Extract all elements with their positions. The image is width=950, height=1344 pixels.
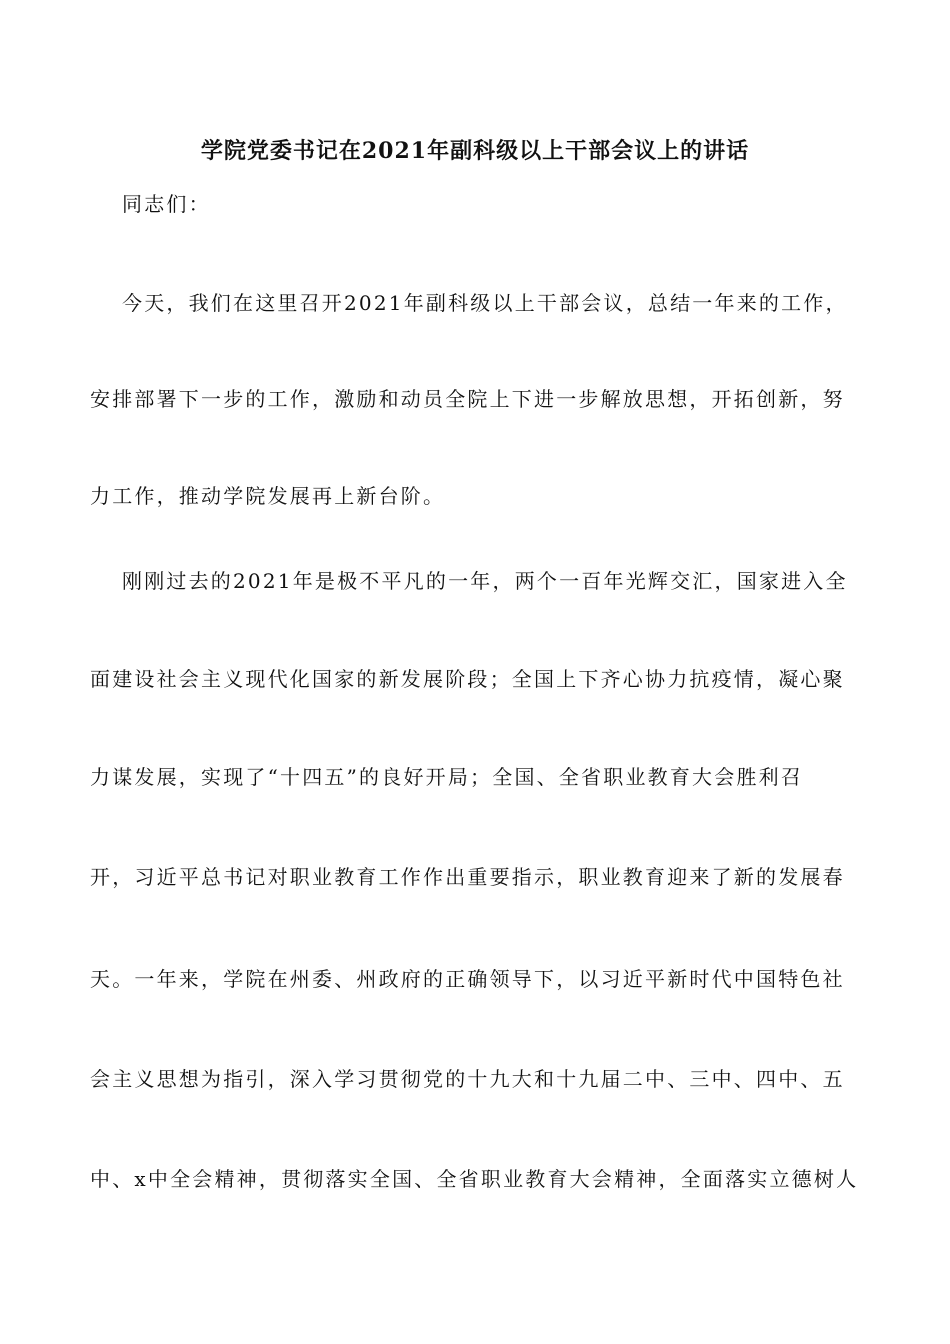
- paragraph-2-line-6: 会主义思想为指引，深入学习贯彻党的十九大和十九届二中、三中、四中、五: [90, 1067, 845, 1091]
- paragraph-1-line-3: 力工作，推动学院发展再上新台阶。: [90, 484, 446, 508]
- salutation: 同志们：: [122, 192, 211, 216]
- paragraph-2-line-4: 开，习近平总书记对职业教育工作作出重要指示，职业教育迎来了新的发展春: [90, 865, 845, 889]
- document-title: 学院党委书记在2021年副科级以上干部会议上的讲话: [200, 138, 750, 164]
- paragraph-2-line-2: 面建设社会主义现代化国家的新发展阶段；全国上下齐心协力抗疫情，凝心聚: [90, 667, 845, 691]
- paragraph-1-line-2: 安排部署下一步的工作，激励和动员全院上下进一步解放思想，开拓创新，努: [90, 387, 845, 411]
- paragraph-2-line-7: 中、x中全会精神，贯彻落实全国、全省职业教育大会精神，全面落实立德树人: [90, 1167, 859, 1191]
- paragraph-1-line-1: 今天，我们在这里召开2021年副科级以上干部会议，总结一年来的工作，: [122, 291, 848, 315]
- paragraph-2-line-5: 天。一年来，学院在州委、州政府的正确领导下，以习近平新时代中国特色社: [90, 967, 845, 991]
- paragraph-2-line-3: 力谋发展，实现了“十四五”的良好开局；全国、全省职业教育大会胜利召: [90, 765, 804, 789]
- paragraph-2-line-1: 刚刚过去的2021年是极不平凡的一年，两个一百年光辉交汇，国家进入全: [122, 569, 848, 593]
